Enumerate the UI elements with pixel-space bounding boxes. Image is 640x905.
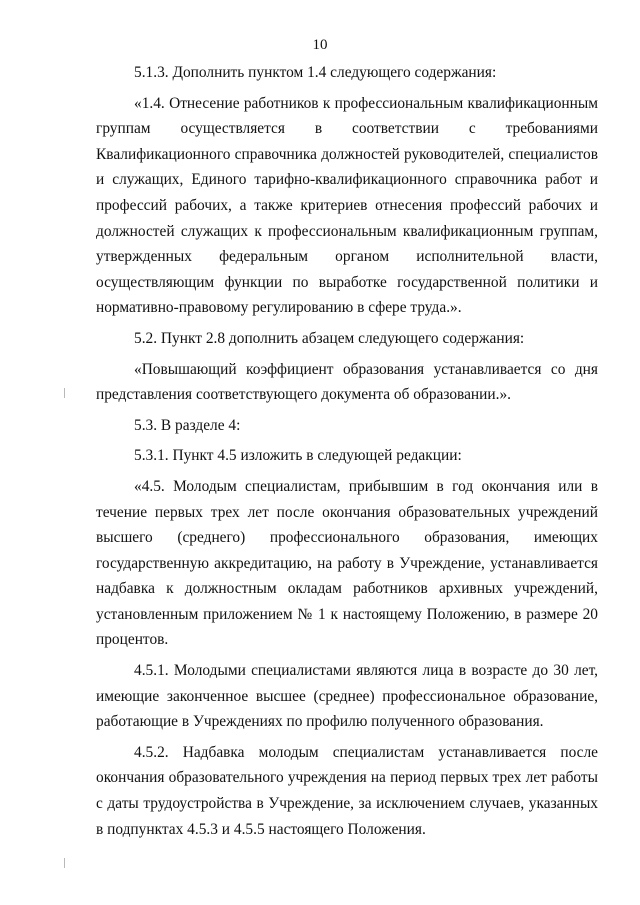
paragraph-1-4: «1.4. Отнесение работников к профессиональным квалификационным группам осуществляется в соответствии с требованиями Квалификационного справочника должностей руководителей, специалистов и служащих, Единого тарифно-квалификационного справочника работ и профессий рабочих, а также критериев отнесения профессий рабочих и должностей служащих к профессиональным квалификационным группам, утвержденных федеральным органом исполнительной власти, осуществляющим функции по выработке государственной политики и нормативно-правовому регулированию в сфере труда.». <box>96 94 598 317</box>
document-body <box>96 60 598 847</box>
scan-mark <box>64 858 65 868</box>
paragraph-4-5-2: 4.5.2. Надбавка молодым специалистам устанавливается после окончания образовательного учреждения на период первых трех лет работы с даты трудоустройства в Учреждение, за исключением случаев, указанных в подпунктах 4.5.3 и 4.5.5 настоящего Положения. <box>96 743 598 838</box>
paragraph-5-3: 5.3. В разделе 4: <box>134 416 241 434</box>
paragraph-4-5: «4.5. Молодым специалистам, прибывшим в год окончания или в течение первых трех лет после окончания образовательных учреждений высшего (среднего) профессионального образования, имеющих государственную аккредитацию, на работу в Учреждение, устанавливается надбавка к должностным окладам работников архивных учреждений, установленным приложением № 1 к настоящему Положению, в размере 20 процентов. <box>96 477 598 649</box>
paragraph-5-2: 5.2. Пункт 2.8 дополнить абзацем следующего содержания: <box>134 329 525 347</box>
paragraph-4-5-1: 4.5.1. Молодыми специалистами являются лица в возрасте до 30 лет, имеющие законченное высшее (среднее) профессиональное образование, работающие в Учреждениях по профилю полученного образования. <box>96 662 598 731</box>
paragraph-5-3-1: 5.3.1. Пункт 4.5 изложить в следующей редакции: <box>134 447 462 465</box>
scan-mark <box>64 388 65 398</box>
paragraph-5-1-3: 5.1.3. Дополнить пунктом 1.4 следующего содержания: <box>134 64 497 81</box>
page-number: 10 <box>312 37 328 53</box>
paragraph-coefficient: «Повышающий коэффициент образования устанавливается со дня представления соответствующего документа об образовании.». <box>96 360 598 404</box>
